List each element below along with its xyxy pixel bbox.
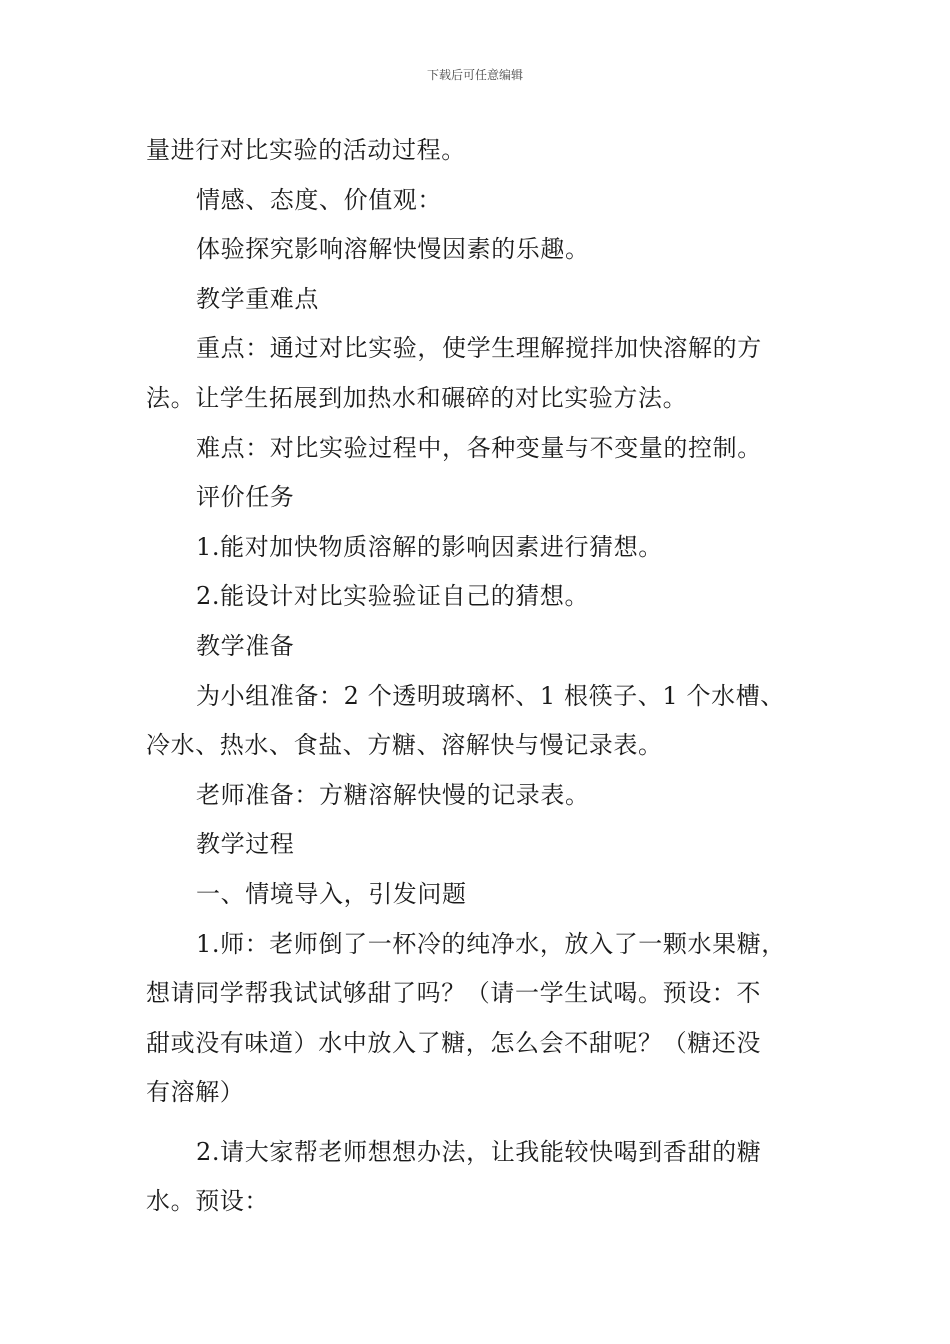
list-item: 1.师：老师倒了一杯冷的纯净水，放入了一颗水果糖， xyxy=(196,929,786,958)
paragraph-line: 法。让学生拓展到加热水和碾碎的对比实验方法。 xyxy=(146,383,688,412)
section-heading: 教学过程 xyxy=(196,830,295,859)
paragraph-line: 重点：通过对比实验，使学生理解搅拌加快溶解的方 xyxy=(196,334,762,363)
section-heading: 教学重难点 xyxy=(196,284,319,313)
paragraph-line: 难点：对比实验过程中，各种变量与不变量的控制。 xyxy=(196,433,762,462)
paragraph-line: 量进行对比实验的活动过程。 xyxy=(146,136,466,164)
paragraph-gap xyxy=(146,1118,816,1128)
document-body xyxy=(146,126,816,1227)
section-heading: 情感、态度、价值观： xyxy=(196,185,442,214)
subsection-heading: 一、情境导入，引发问题 xyxy=(196,879,467,908)
paragraph-line: 老师准备：方糖溶解快慢的记录表。 xyxy=(196,780,590,809)
paragraph-line: 水。预设： xyxy=(146,1187,269,1216)
list-item: 2.请大家帮老师想想办法，让我能较快喝到香甜的糖 xyxy=(196,1137,762,1166)
paragraph-line: 体验探究影响溶解快慢因素的乐趣。 xyxy=(196,235,590,264)
paragraph-line: 有溶解） xyxy=(146,1078,245,1107)
paragraph-line: 为小组准备：2 个透明玻璃杯、1 根筷子、1 个水槽、 xyxy=(196,681,785,710)
page-header-note: 下载后可任意编辑 xyxy=(426,68,523,82)
list-item: 2.能设计对比实验验证自己的猜想。 xyxy=(196,582,590,611)
paragraph-line: 甜或没有味道）水中放入了糖，怎么会不甜呢？（糖还没 xyxy=(146,1028,761,1057)
section-heading: 教学准备 xyxy=(196,631,295,660)
paragraph-line: 想请同学帮我试试够甜了吗？（请一学生试喝。预设：不 xyxy=(146,979,761,1008)
list-item: 1.能对加快物质溶解的影响因素进行猜想。 xyxy=(196,532,663,561)
section-heading: 评价任务 xyxy=(196,483,295,512)
paragraph-line: 冷水、热水、食盐、方糖、溶解快与慢记录表。 xyxy=(146,731,663,760)
